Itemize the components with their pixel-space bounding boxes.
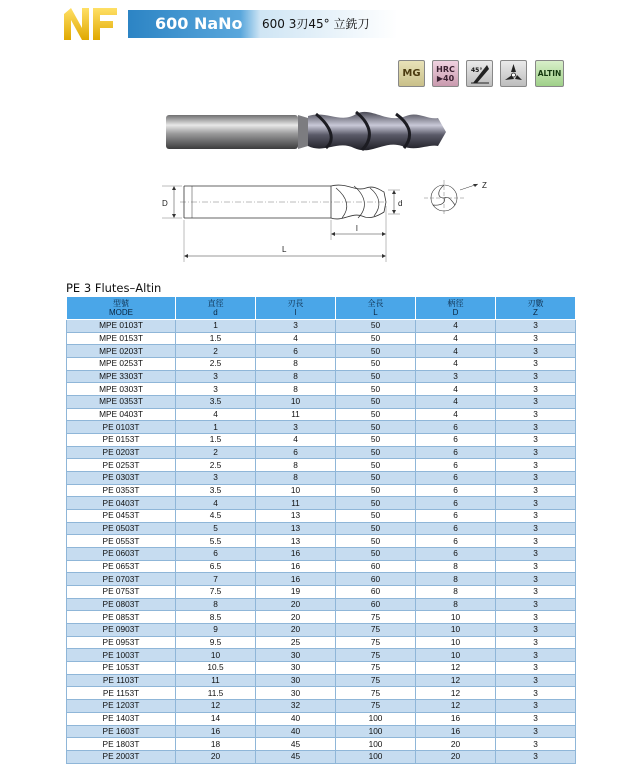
helix-angle-icon [467,61,492,86]
cell-diameter: 12 [176,700,256,713]
cell-diameter: 7.5 [176,586,256,599]
cell-diameter: 8.5 [176,611,256,624]
cell-overall-length: 50 [336,446,416,459]
cell-shank-diameter: 4 [416,396,496,409]
cell-shank-diameter: 6 [416,548,496,561]
table-row [67,750,576,763]
cell-flutes: 3 [496,472,576,485]
table-row [67,396,576,409]
cell-shank-diameter: 4 [416,345,496,358]
cell-flute-length: 4 [256,332,336,345]
cell-shank-diameter: 8 [416,586,496,599]
cell-overall-length: 50 [336,408,416,421]
cell-model: PE 0353T [67,484,176,497]
cell-shank-diameter: 6 [416,421,496,434]
cell-diameter: 3 [176,472,256,485]
cell-overall-length: 100 [336,750,416,763]
cell-flute-length: 32 [256,700,336,713]
cell-shank-diameter: 8 [416,573,496,586]
cell-overall-length: 50 [336,459,416,472]
cell-flute-length: 30 [256,662,336,675]
dimension-Z-label: Z [482,181,487,190]
cell-flute-length: 20 [256,598,336,611]
cell-diameter: 10 [176,649,256,662]
table-row [67,586,576,599]
cell-flute-length: 20 [256,624,336,637]
cell-shank-diameter: 8 [416,560,496,573]
cell-diameter: 16 [176,725,256,738]
cell-flutes: 3 [496,573,576,586]
cell-flute-length: 11 [256,497,336,510]
section-title: PE 3 Flutes–Altin [66,281,162,295]
cell-shank-diameter: 10 [416,649,496,662]
cell-diameter: 11.5 [176,687,256,700]
cell-diameter: 20 [176,750,256,763]
hrc-badge-line2: ▶40 [436,73,455,83]
cell-shank-diameter: 12 [416,674,496,687]
cell-model: PE 1053T [67,662,176,675]
cell-model: PE 0203T [67,446,176,459]
table-row [67,548,576,561]
table-row [67,421,576,434]
cell-overall-length: 50 [336,497,416,510]
cell-overall-length: 50 [336,332,416,345]
cell-overall-length: 50 [336,484,416,497]
cell-model: PE 0703T [67,573,176,586]
table-row [67,320,576,333]
cell-flutes: 3 [496,358,576,371]
cell-diameter: 3.5 [176,484,256,497]
cell-shank-diameter: 20 [416,750,496,763]
cell-model: MPE 0103T [67,320,176,333]
cell-shank-diameter: 8 [416,598,496,611]
cell-flutes: 3 [496,345,576,358]
cell-diameter: 3 [176,383,256,396]
table-row [67,332,576,345]
cell-diameter: 4 [176,408,256,421]
cell-diameter: 7 [176,573,256,586]
cell-model: PE 0553T [67,535,176,548]
cell-flutes: 3 [496,408,576,421]
three-flute-badge [500,60,527,87]
cell-overall-length: 60 [336,573,416,586]
cell-model: PE 1803T [67,738,176,751]
table-row [67,408,576,421]
cell-flutes: 3 [496,370,576,383]
cell-overall-length: 50 [336,535,416,548]
cell-shank-diameter: 3 [416,370,496,383]
header-shank-diameter: 柄徑 D [416,297,496,320]
header-flutes: 刃數 Z [496,297,576,320]
cell-flute-length: 19 [256,586,336,599]
cell-overall-length: 60 [336,560,416,573]
cell-diameter: 1 [176,320,256,333]
cell-flutes: 3 [496,383,576,396]
cell-model: PE 2003T [67,750,176,763]
cell-model: PE 0953T [67,636,176,649]
cell-overall-length: 50 [336,396,416,409]
cell-flutes: 3 [496,421,576,434]
cell-flutes: 3 [496,687,576,700]
cell-flutes: 3 [496,750,576,763]
cell-shank-diameter: 10 [416,624,496,637]
cell-model: PE 0453T [67,510,176,523]
cell-overall-length: 50 [336,383,416,396]
cell-shank-diameter: 10 [416,611,496,624]
cell-model: PE 0303T [67,472,176,485]
cell-flutes: 3 [496,510,576,523]
cell-model: PE 0103T [67,421,176,434]
cell-overall-length: 100 [336,712,416,725]
table-row [67,497,576,510]
cell-overall-length: 60 [336,586,416,599]
cell-model: PE 1003T [67,649,176,662]
cell-flute-length: 6 [256,446,336,459]
cell-flute-length: 40 [256,725,336,738]
cell-flute-length: 10 [256,396,336,409]
cell-flute-length: 3 [256,421,336,434]
table-row [67,725,576,738]
cell-shank-diameter: 12 [416,700,496,713]
cell-overall-length: 100 [336,738,416,751]
cell-flutes: 3 [496,624,576,637]
cell-overall-length: 75 [336,636,416,649]
cell-overall-length: 50 [336,345,416,358]
nf-logo [62,6,120,42]
dimension-L-label: L [282,245,287,254]
cell-flutes: 3 [496,484,576,497]
cell-overall-length: 75 [336,662,416,675]
cell-flutes: 3 [496,649,576,662]
cell-flute-length: 16 [256,573,336,586]
cell-overall-length: 50 [336,421,416,434]
table-row [67,522,576,535]
cell-overall-length: 50 [336,510,416,523]
cell-flutes: 3 [496,611,576,624]
table-row [67,472,576,485]
dimension-drawing [156,176,506,268]
cell-model: MPE 0153T [67,332,176,345]
cell-overall-length: 50 [336,370,416,383]
cell-flute-length: 20 [256,611,336,624]
table-row [67,649,576,662]
cell-flutes: 3 [496,548,576,561]
cell-flute-length: 25 [256,636,336,649]
cell-flute-length: 4 [256,434,336,447]
cell-model: PE 0153T [67,434,176,447]
cell-flute-length: 6 [256,345,336,358]
cell-flutes: 3 [496,662,576,675]
table-row [67,662,576,675]
cell-model: PE 0653T [67,560,176,573]
cell-model: MPE 0253T [67,358,176,371]
cell-shank-diameter: 6 [416,510,496,523]
table-row [67,700,576,713]
cell-diameter: 1.5 [176,434,256,447]
cell-diameter: 2 [176,446,256,459]
cell-diameter: 3.5 [176,396,256,409]
cell-shank-diameter: 6 [416,497,496,510]
table-row [67,484,576,497]
cell-model: PE 0803T [67,598,176,611]
cell-flute-length: 11 [256,408,336,421]
cell-flutes: 3 [496,434,576,447]
cell-flute-length: 8 [256,472,336,485]
cell-flutes: 3 [496,535,576,548]
cell-diameter: 18 [176,738,256,751]
cell-model: PE 0503T [67,522,176,535]
table-row [67,345,576,358]
header-overall-length: 全長 L [336,297,416,320]
cell-diameter: 4 [176,497,256,510]
cell-diameter: 6.5 [176,560,256,573]
cell-diameter: 3 [176,370,256,383]
mg-badge [398,60,425,87]
cell-flute-length: 13 [256,535,336,548]
altin-badge-label: ALTIN [537,69,562,78]
cell-flute-length: 16 [256,548,336,561]
cell-shank-diameter: 6 [416,446,496,459]
table-row [67,459,576,472]
cell-flute-length: 13 [256,510,336,523]
cell-overall-length: 75 [336,649,416,662]
cell-model: MPE 0303T [67,383,176,396]
dimension-l-label: l [356,224,358,233]
cell-shank-diameter: 6 [416,535,496,548]
cell-overall-length: 50 [336,522,416,535]
table-row [67,535,576,548]
cell-overall-length: 50 [336,548,416,561]
cell-flutes: 3 [496,560,576,573]
cell-flutes: 3 [496,598,576,611]
cell-flute-length: 13 [256,522,336,535]
table-row [67,446,576,459]
cell-flutes: 3 [496,712,576,725]
cell-model: MPE 0403T [67,408,176,421]
table-row [67,738,576,751]
table-row [67,383,576,396]
cell-flute-length: 30 [256,649,336,662]
cell-flute-length: 45 [256,738,336,751]
cell-diameter: 9 [176,624,256,637]
cell-shank-diameter: 6 [416,522,496,535]
cell-flute-length: 45 [256,750,336,763]
header-diameter: 直徑 d [176,297,256,320]
cell-model: PE 1153T [67,687,176,700]
dimension-d-label: d [398,199,403,208]
cell-overall-length: 50 [336,320,416,333]
cell-diameter: 14 [176,712,256,725]
cell-diameter: 6 [176,548,256,561]
table-row [67,687,576,700]
cell-flutes: 3 [496,674,576,687]
cell-model: PE 1203T [67,700,176,713]
cell-flutes: 3 [496,497,576,510]
cell-shank-diameter: 4 [416,408,496,421]
cell-model: MPE 0353T [67,396,176,409]
cell-model: PE 1103T [67,674,176,687]
cell-flute-length: 16 [256,560,336,573]
cell-model: PE 0403T [67,497,176,510]
cell-overall-length: 50 [336,434,416,447]
table-row [67,560,576,573]
table-row [67,636,576,649]
cell-flute-length: 40 [256,712,336,725]
cell-diameter: 2.5 [176,358,256,371]
cell-flute-length: 30 [256,674,336,687]
cell-flutes: 3 [496,320,576,333]
cell-model: PE 1403T [67,712,176,725]
mg-badge-label: MG [402,68,421,79]
cell-diameter: 8 [176,598,256,611]
cell-flute-length: 8 [256,358,336,371]
cell-flutes: 3 [496,522,576,535]
cell-flutes: 3 [496,446,576,459]
table-row [67,674,576,687]
cell-shank-diameter: 6 [416,472,496,485]
cell-shank-diameter: 10 [416,636,496,649]
cell-overall-length: 75 [336,624,416,637]
cell-flute-length: 30 [256,687,336,700]
cell-overall-length: 75 [336,700,416,713]
table-row [67,598,576,611]
cell-flute-length: 8 [256,383,336,396]
cell-flute-length: 3 [256,320,336,333]
cell-overall-length: 50 [336,358,416,371]
cell-model: PE 0603T [67,548,176,561]
cell-diameter: 1.5 [176,332,256,345]
cell-flute-length: 8 [256,459,336,472]
cell-flutes: 3 [496,586,576,599]
spec-table [66,296,576,764]
cell-shank-diameter: 6 [416,459,496,472]
cell-flute-length: 8 [256,370,336,383]
helix-angle-badge [466,60,493,87]
cell-flute-length: 10 [256,484,336,497]
table-row [67,573,576,586]
cell-diameter: 1 [176,421,256,434]
dimension-D-label: D [162,199,168,208]
cell-model: PE 0903T [67,624,176,637]
cell-diameter: 2 [176,345,256,358]
cell-diameter: 5.5 [176,535,256,548]
cell-model: MPE 3303T [67,370,176,383]
cell-flutes: 3 [496,396,576,409]
cell-shank-diameter: 4 [416,358,496,371]
cell-shank-diameter: 20 [416,738,496,751]
cell-flutes: 3 [496,332,576,345]
table-row [67,624,576,637]
cell-shank-diameter: 6 [416,484,496,497]
table-row [67,434,576,447]
cell-shank-diameter: 16 [416,712,496,725]
cell-overall-length: 100 [336,725,416,738]
table-row [67,370,576,383]
cell-flutes: 3 [496,700,576,713]
cell-model: PE 0853T [67,611,176,624]
page-title: 600 NaNo [155,14,243,33]
three-flute-icon [501,61,526,86]
cell-overall-length: 75 [336,687,416,700]
cell-diameter: 9.5 [176,636,256,649]
cell-diameter: 2.5 [176,459,256,472]
table-header-row [67,297,576,320]
hrc-badge-line1: HRC [436,64,455,74]
table-row [67,510,576,523]
cell-shank-diameter: 12 [416,687,496,700]
table-row [67,358,576,371]
cell-shank-diameter: 12 [416,662,496,675]
cell-diameter: 11 [176,674,256,687]
page-subtitle: 600 3刃45° 立銑刀 [262,17,370,31]
cell-overall-length: 60 [336,598,416,611]
cell-flutes: 3 [496,725,576,738]
hrc-badge [432,60,459,87]
cell-shank-diameter: 6 [416,434,496,447]
cell-shank-diameter: 4 [416,383,496,396]
cell-diameter: 5 [176,522,256,535]
cell-flutes: 3 [496,459,576,472]
cell-overall-length: 75 [336,674,416,687]
table-row [67,712,576,725]
cell-shank-diameter: 4 [416,320,496,333]
cell-overall-length: 50 [336,472,416,485]
cell-diameter: 10.5 [176,662,256,675]
table-row [67,611,576,624]
cell-model: PE 0753T [67,586,176,599]
cell-model: PE 0253T [67,459,176,472]
header-model: 型號 MODE [67,297,176,320]
helix-angle-label: 45° [471,67,483,74]
cell-flutes: 3 [496,738,576,751]
cell-flutes: 3 [496,636,576,649]
cell-diameter: 4.5 [176,510,256,523]
cell-shank-diameter: 4 [416,332,496,345]
cell-model: MPE 0203T [67,345,176,358]
cell-overall-length: 75 [336,611,416,624]
cell-model: PE 1603T [67,725,176,738]
cell-shank-diameter: 16 [416,725,496,738]
header-flute-length: 刃長 l [256,297,336,320]
end-mill-photo [166,96,456,166]
altin-coating-badge [535,60,564,87]
